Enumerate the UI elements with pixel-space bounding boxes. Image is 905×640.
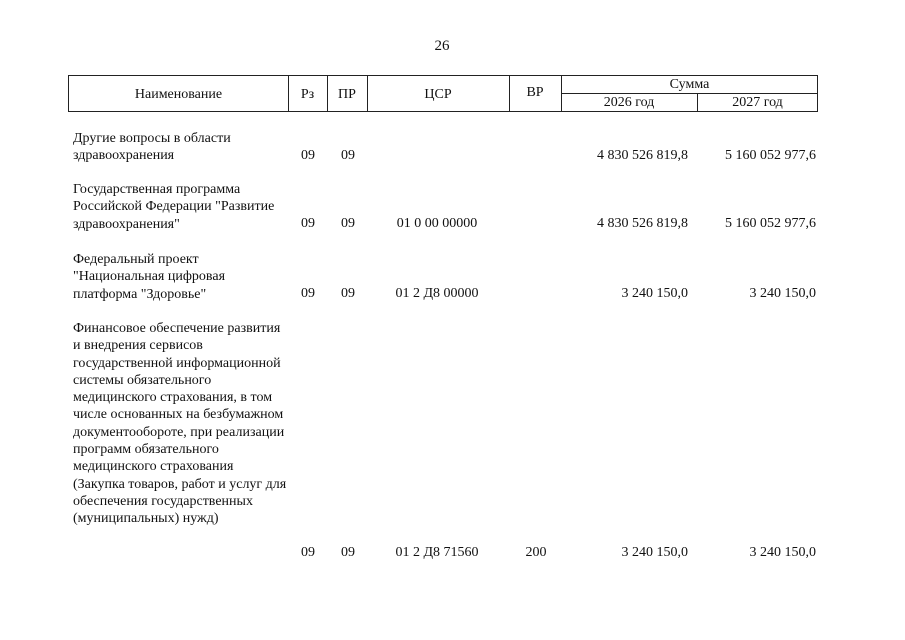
header-divider <box>561 93 817 94</box>
header-rz: Рз <box>300 87 315 102</box>
row-sum-2027: 3 240 150,0 <box>749 286 816 301</box>
header-pr: ПР <box>338 87 356 102</box>
row-sum-2026: 3 240 150,0 <box>621 545 688 560</box>
page-number: 26 <box>434 38 450 54</box>
row-sum-2027: 5 160 052 977,6 <box>725 216 816 231</box>
row-rz: 09 <box>301 286 315 301</box>
header-name: Наименование <box>134 87 223 102</box>
row-vr: 200 <box>525 545 547 560</box>
row-rz: 09 <box>301 545 315 560</box>
row-sum-2027: 5 160 052 977,6 <box>725 148 816 163</box>
row-rz: 09 <box>301 148 315 163</box>
row-csr: 01 2 Д8 71560 <box>395 545 479 560</box>
header-year-2026: 2026 год <box>603 95 655 110</box>
header-year-2027: 2027 год <box>732 95 783 110</box>
header-csr: ЦСР <box>424 87 452 102</box>
header-vr: ВР <box>526 85 544 100</box>
row-rz: 09 <box>301 216 315 231</box>
row-name: Федеральный проект "Национальная цифровая платформа "Здоровье" <box>73 252 226 302</box>
row-name: Финансовое обеспечение развития и внедрения сервисов государственной информационной системы обязательного медицинского страхования, в том числе основанных на безбумажном документообороте, при реализации программ обязательного медицинского страхования (Закупка товаров, работ и услуг для обеспечения государственных (муниципальных) нужд) <box>73 321 287 527</box>
table-header <box>68 75 818 112</box>
row-sum-2026: 3 240 150,0 <box>621 286 688 301</box>
row-pr: 09 <box>341 148 355 163</box>
row-sum-2026: 4 830 526 819,8 <box>597 216 688 231</box>
header-sum: Сумма <box>669 77 710 92</box>
row-name: Государственная программа Российской Федерации "Развитие здравоохранения" <box>73 182 275 232</box>
row-pr: 09 <box>341 286 355 301</box>
row-pr: 09 <box>341 216 355 231</box>
row-csr: 01 2 Д8 00000 <box>395 286 479 301</box>
row-sum-2027: 3 240 150,0 <box>749 545 816 560</box>
row-sum-2026: 4 830 526 819,8 <box>597 148 688 163</box>
row-csr: 01 0 00 00000 <box>396 216 478 231</box>
row-name: Другие вопросы в области здравоохранения <box>73 131 231 164</box>
row-pr: 09 <box>341 545 355 560</box>
